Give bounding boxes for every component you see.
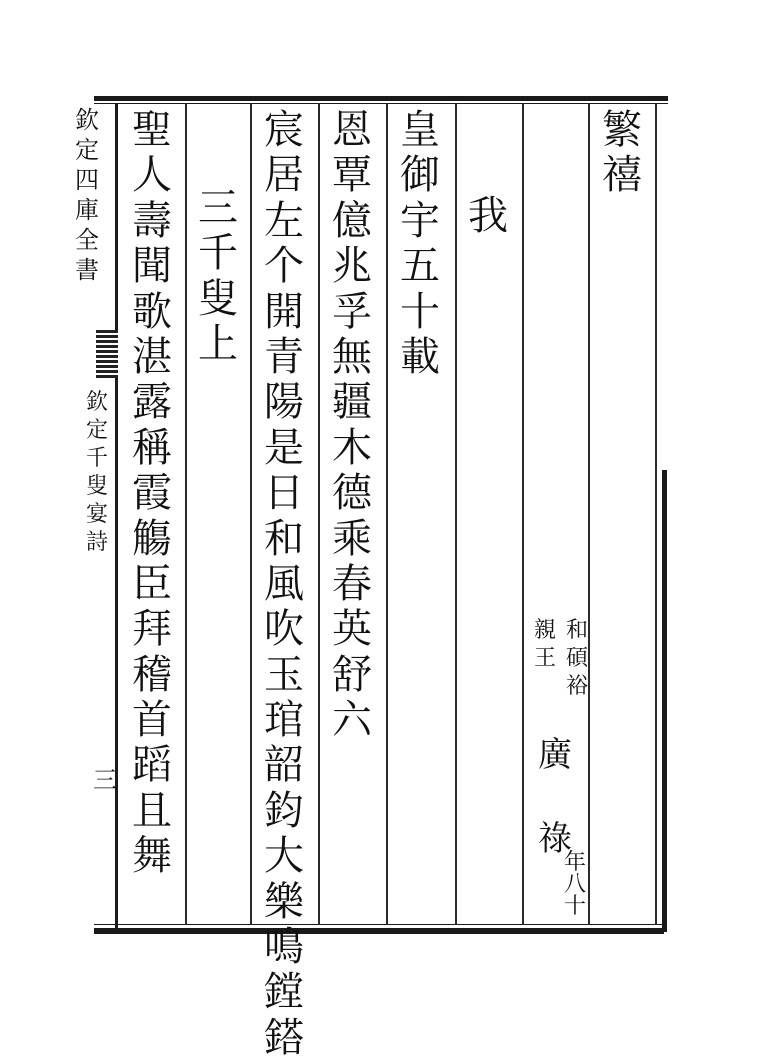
glyph: 書 <box>75 256 99 284</box>
glyph: 春 <box>332 560 372 607</box>
margin-title <box>72 108 102 288</box>
glyph: 鏜 <box>264 969 304 1016</box>
glyph: 和 <box>264 515 304 562</box>
glyph: 六 <box>332 697 372 744</box>
author-title <box>532 620 558 676</box>
glyph: 皇 <box>400 107 440 153</box>
glyph: 聖 <box>132 107 172 153</box>
glyph: 蹈 <box>132 742 172 789</box>
glyph: 是 <box>264 424 304 471</box>
glyph: 日 <box>264 470 304 517</box>
text-column <box>466 193 510 241</box>
glyph: 人 <box>132 152 172 199</box>
fish-tail-mark <box>96 330 118 378</box>
glyph: 八 <box>563 872 586 897</box>
glyph: 叟 <box>85 474 108 499</box>
glyph: 欽 <box>85 390 108 415</box>
glyph: 庫 <box>75 196 99 224</box>
glyph: 定 <box>85 418 108 443</box>
glyph: 樂 <box>264 878 304 925</box>
glyph: 四 <box>75 166 99 194</box>
glyph: 首 <box>132 697 172 744</box>
glyph: 青 <box>264 333 304 380</box>
glyph: 千 <box>198 230 238 277</box>
margin-subtitle <box>84 392 110 560</box>
glyph: 年 <box>563 850 586 875</box>
glyph: 且 <box>132 787 172 834</box>
glyph: 載 <box>400 333 440 380</box>
glyph: 開 <box>264 288 304 335</box>
glyph: 疆 <box>332 379 372 426</box>
poem-heading <box>600 107 644 201</box>
glyph: 我 <box>468 193 508 239</box>
glyph: 左 <box>264 197 304 244</box>
glyph: 稱 <box>132 424 172 471</box>
author-title <box>564 620 590 704</box>
right-edge-border <box>662 470 667 932</box>
glyph: 親 <box>533 618 556 643</box>
column-divider <box>250 103 252 925</box>
glyph: 覃 <box>332 152 372 199</box>
glyph: 億 <box>332 197 372 244</box>
glyph: 定 <box>75 136 99 164</box>
glyph: 鎝 <box>264 1014 304 1061</box>
glyph: 觴 <box>132 515 172 562</box>
author-age <box>562 852 588 918</box>
glyph: 詩 <box>85 530 108 555</box>
bottom-border <box>94 928 664 934</box>
glyph: 壽 <box>132 197 172 244</box>
glyph: 孚 <box>332 288 372 335</box>
glyph: 祿 <box>538 819 572 859</box>
glyph: 臣 <box>132 560 172 607</box>
glyph: 陽 <box>264 379 304 426</box>
glyph: 湛 <box>132 333 172 380</box>
glyph: 宸 <box>264 107 304 153</box>
glyph: 宴 <box>85 502 108 527</box>
glyph: 乘 <box>332 515 372 562</box>
glyph: 韶 <box>264 742 304 789</box>
glyph: 御 <box>400 152 440 199</box>
glyph: 三 <box>93 766 117 794</box>
glyph: 全 <box>75 226 99 254</box>
glyph: 舞 <box>132 833 172 880</box>
glyph: 琯 <box>264 697 304 744</box>
glyph: 木 <box>332 424 372 471</box>
glyph: 上 <box>198 321 238 368</box>
glyph: 露 <box>132 379 172 426</box>
column-divider <box>318 103 320 925</box>
glyph: 稽 <box>132 651 172 698</box>
glyph: 舒 <box>332 651 372 698</box>
glyph: 玉 <box>264 651 304 698</box>
glyph: 三 <box>198 185 238 231</box>
column-divider <box>185 103 187 925</box>
text-column <box>262 107 306 1063</box>
glyph: 居 <box>264 152 304 199</box>
glyph: 大 <box>264 833 304 880</box>
glyph: 碩 <box>565 646 588 671</box>
glyph: 五 <box>400 243 440 290</box>
glyph: 聞 <box>132 243 172 290</box>
glyph: 和 <box>565 618 588 643</box>
column-divider <box>522 103 524 925</box>
glyph: 欽 <box>75 106 99 134</box>
bottom-border-inner <box>94 924 664 925</box>
top-border <box>94 96 668 101</box>
column-divider <box>455 103 457 925</box>
glyph: 繁 <box>602 107 642 153</box>
glyph: 霞 <box>132 470 172 517</box>
glyph: 廣 <box>538 735 572 775</box>
glyph: 兆 <box>332 243 372 290</box>
glyph: 拜 <box>132 606 172 653</box>
glyph: 禧 <box>602 152 642 199</box>
glyph: 叟 <box>198 275 238 322</box>
glyph: 鈞 <box>264 787 304 834</box>
glyph: 裕 <box>565 674 588 699</box>
column-divider <box>386 103 388 925</box>
glyph: 十 <box>400 288 440 335</box>
text-column <box>196 185 240 370</box>
glyph: 德 <box>332 470 372 517</box>
glyph: 無 <box>332 333 372 380</box>
glyph: 鳴 <box>264 924 304 971</box>
glyph: 歌 <box>132 288 172 335</box>
glyph: 千 <box>85 446 108 471</box>
glyph: 恩 <box>332 107 372 153</box>
column-divider <box>655 103 657 925</box>
page-number <box>90 768 120 798</box>
text-column <box>130 107 174 882</box>
glyph: 十 <box>563 894 586 919</box>
glyph: 个 <box>264 243 304 290</box>
glyph: 風 <box>264 560 304 607</box>
text-column <box>330 107 374 745</box>
left-edge-border <box>115 103 118 929</box>
glyph: 英 <box>332 606 372 653</box>
top-border-inner <box>94 103 668 104</box>
glyph: 吹 <box>264 606 304 653</box>
glyph: 王 <box>533 646 556 671</box>
column-divider <box>588 103 590 925</box>
glyph: 宇 <box>400 197 440 244</box>
text-column <box>398 107 442 382</box>
